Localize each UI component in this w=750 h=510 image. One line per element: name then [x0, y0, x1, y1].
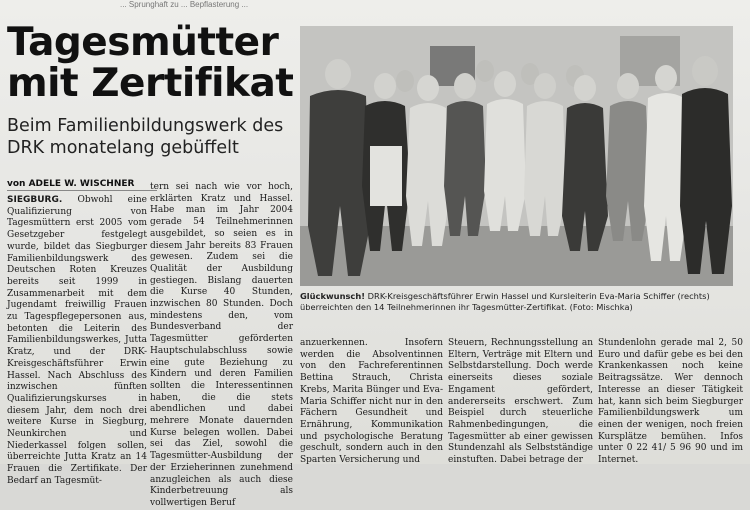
article-headline: Tagesmütter mit Zertifikat — [7, 20, 294, 106]
column-1-text: Obwohl eine Qualifizierung von Tagesmüttern erst 2005 vom Gesetzgeber festgelegt wurde, bildet das Siegburger Familienbildungswerk des Deutschen Roten Kreuzes bereits seit 1999 in Zusammenarbeit mit dem Jugendamt freiwillig Frauen zu Tagespflegepersonen aus, betonten die Leiterin des Familienbildungswerkes, Jutta Kratz, und der DRK-Kreisgeschäftsführer Erwin Hassel. Nach Abschluss des inzwischen fünften Qualifizierungskurses in diesem Jahr, dem noch drei weitere Kurse in Siegburg, Neunkirchen und Niederkassel folgen sollen, überreichte Jutta Kratz an 14 Frauen die Zertifikate. Der Bedarf an Tagesmüt- — [7, 195, 147, 486]
article-column-3: anzuerkennen. Insofern werden die Absolventinnen von den Fachreferentinnen Bettina Strauch, Christa Krebs, Marita Bünger und Eva-Maria Schiffer nicht nur in den Fächern Gesundheit und Ernährung, Kommunikation und psychologische Beratung geschult, sondern auch in den Sparten Versicherung und — [300, 338, 443, 466]
cut-off-top-text: ... Sprunghaft zu ... Bepflasterung ... — [120, 0, 249, 9]
caption-text: DRK-Kreisgeschäftsführer Erwin Hassel und Kursleiterin Eva-Maria Schiffer (rechts) überreichten den 14 Teilnehmerinnen ihr Tagesmütter-Zertifikat. (Foto: Mischka) — [300, 291, 710, 312]
article-column-4: Steuern, Rechnungsstellung an Eltern, Verträge mit Eltern und Selbstdarstellung. Doch werde einerseits dieses soziale Engament gefördert, andererseits erschwert. Zum Beispiel durch steuerliche Rahmenbedingungen, die Tagesmütter ab einer gewissen Stundenzahl als Selbstständige einstuften. Dabei betrage der — [448, 338, 593, 466]
article-column-1 — [7, 195, 147, 488]
group-photo-illustration — [300, 26, 733, 286]
caption-highlight: Glückwunsch! — [300, 291, 366, 301]
article-column-5: Stundenlohn gerade mal 2, 50 Euro und dafür gebe es bei den Krankenkassen noch keine Beitragssätze. Wer dennoch Interesse an dieser Tätigkeit hat, kann sich beim Siegburger Familienbildungswerk um einen der wenigen, noch freien Kursplätze bemühen. Infos unter 0 22 41/ 5 96 90 und im Internet. — [598, 338, 743, 466]
photo-caption — [300, 291, 745, 313]
article-column-2: tern sei nach wie vor hoch, erklärten Kratz und Hassel. Habe man im Jahr 2004 gerade 54 Teilnehmerinnen ausgebildet, so seien es in diesem Jahr bereits 83 Frauen gewesen. Zudem sei die Qualität der Ausbildung gestiegen. Bislang dauerten die Kurse 40 Stunden, inzwischen 80 Stunden. Doch mindestens den, vom Bundesverband der Tagesmütter geförderten Hauptschulabschluss sowie eine gute Beziehung zu Kindern und deren Familien sollten die Interessentinnen haben, die die stets abendlichen und dabei mehrere Monate dauernden Kurse belegen wollen. Dabei sei das Ziel, sowohl die Tagesmütter-Ausbildung der der Erzieherinnen zunehmend anzugleichen als auch diese Kinderbetreuung als vollwertigen Beruf — [150, 182, 293, 508]
article-subheadline: Beim Familienbildungswerk des DRK monatelang gebüffelt — [7, 116, 284, 158]
article-byline: von ADELE W. WISCHNER — [7, 179, 157, 191]
group-photo — [300, 26, 733, 286]
article-dateline: SIEGBURG. — [7, 195, 63, 205]
